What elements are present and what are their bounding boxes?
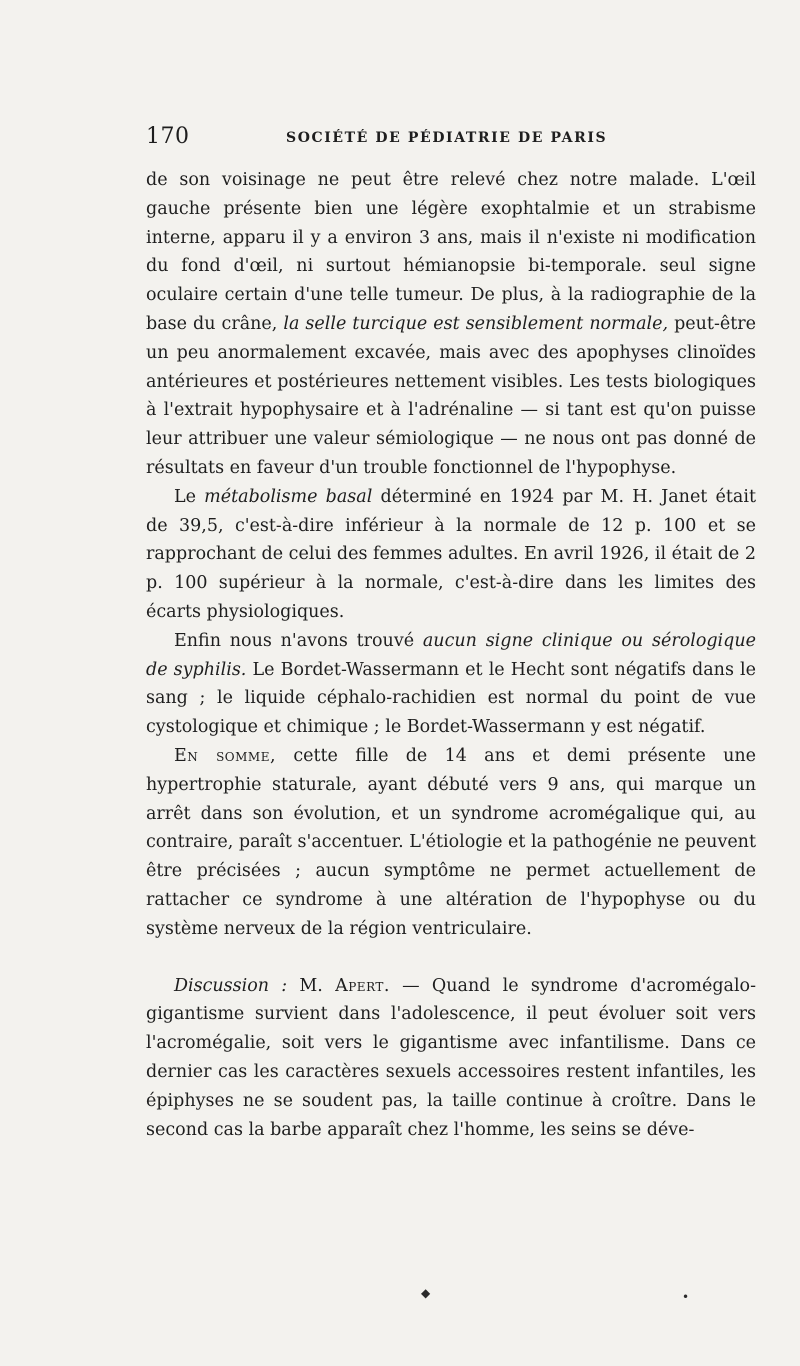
paragraph-text: M. <box>287 975 336 996</box>
paragraph-text: peut-être un peu anormalement excavée, mais avec des apophyses clinoïdes antérieures et postérieures nettement visibles. Les tests biologiques à l'extrait hypophysaire et à l'adrénaline — si tant est qu'on puisse leur attribuer une valeur sémiologique — ne nous ont pas donné de résultats en faveur d'un trouble fonctionnel de l'hypophyse. <box>146 313 756 478</box>
page-header <box>146 124 756 156</box>
paragraph-text: cette fille de 14 ans et demi présente une hypertrophie staturale, ayant débuté vers 9 ans, qui marque un arrêt dans son évolution, et un syndrome acromégalique qui, au contraire, paraît s'accentuer. L'étiologie et la pathogénie ne peuvent être précisées ; aucun symptôme ne permet actuellement de rattacher ce syndrome à une altération de l'hypophyse ou du système nerveux de la région ventriculaire. <box>146 745 756 939</box>
discussion-label: Discussion : <box>174 975 288 996</box>
italic-phrase: la selle turcique est sensiblement normale, <box>283 313 669 334</box>
paragraph-syphilis <box>146 627 756 742</box>
page-number: 170 <box>146 124 190 149</box>
paragraph-summary <box>146 742 756 944</box>
paragraph-lead: Enfin nous n'avons trouvé <box>174 630 423 651</box>
paragraph-lead: Le <box>174 486 205 507</box>
italic-phrase: aucun signe clinique ou sérologique de syphilis. <box>146 630 756 680</box>
paragraph-text: Le Bordet-Wassermann et le Hecht sont négatifs dans le sang ; le liquide céphalo-rachidien est normal du point de vue cystologique et chimique ; le Bordet-Wassermann y est négatif. <box>146 659 756 738</box>
speaker-name: Apert. <box>335 975 390 996</box>
print-mark-right: • <box>682 1290 690 1304</box>
running-title: SOCIÉTÉ DE PÉDIATRIE DE PARIS <box>286 130 608 146</box>
paragraph-basal-metabolism <box>146 483 756 627</box>
paragraph-text: — Quand le syndrome d'acromégalo-gigantisme survient dans l'adolescence, il peut évoluer soit vers l'acromégalie, soit vers le gigantisme avec infantilisme. Dans ce dernier cas les caractères sexuels accessoires restent infantiles, les épiphyses ne se soudent pas, la taille continue à croître. Dans le second cas la barbe apparaît chez l'homme, les seins se déve- <box>146 975 757 1140</box>
paragraph-text: de son voisinage ne peut être relevé chez notre malade. L'œil gauche présente bien une légère exophtalmie et un strabisme interne, apparu il y a environ 3 ans, mais il n'existe ni modification du fond d'œil, ni surtout hémianopsie bi-temporale. seul signe oculaire certain d'une telle tumeur. De plus, à la radiographie de la base du crâne, <box>146 170 756 334</box>
paragraph-discussion <box>146 972 756 1145</box>
italic-phrase: métabolisme basal <box>204 486 373 507</box>
print-mark-left: ◆ <box>421 1286 431 1300</box>
body-text <box>146 166 756 1144</box>
paragraph-text: déterminé en 1924 par M. H. Janet était de 39,5, c'est-à-dire inférieur à la normale de 12 p. 100 et se rapprochant de celui des femmes adultes. En avril 1926, il était de 2 p. 100 supérieur à la normale, c'est-à-dire dans les limites des écarts physiologiques. <box>146 486 756 622</box>
paragraph-tumor-signs <box>146 166 756 483</box>
small-caps-lead: En somme, <box>174 745 277 766</box>
